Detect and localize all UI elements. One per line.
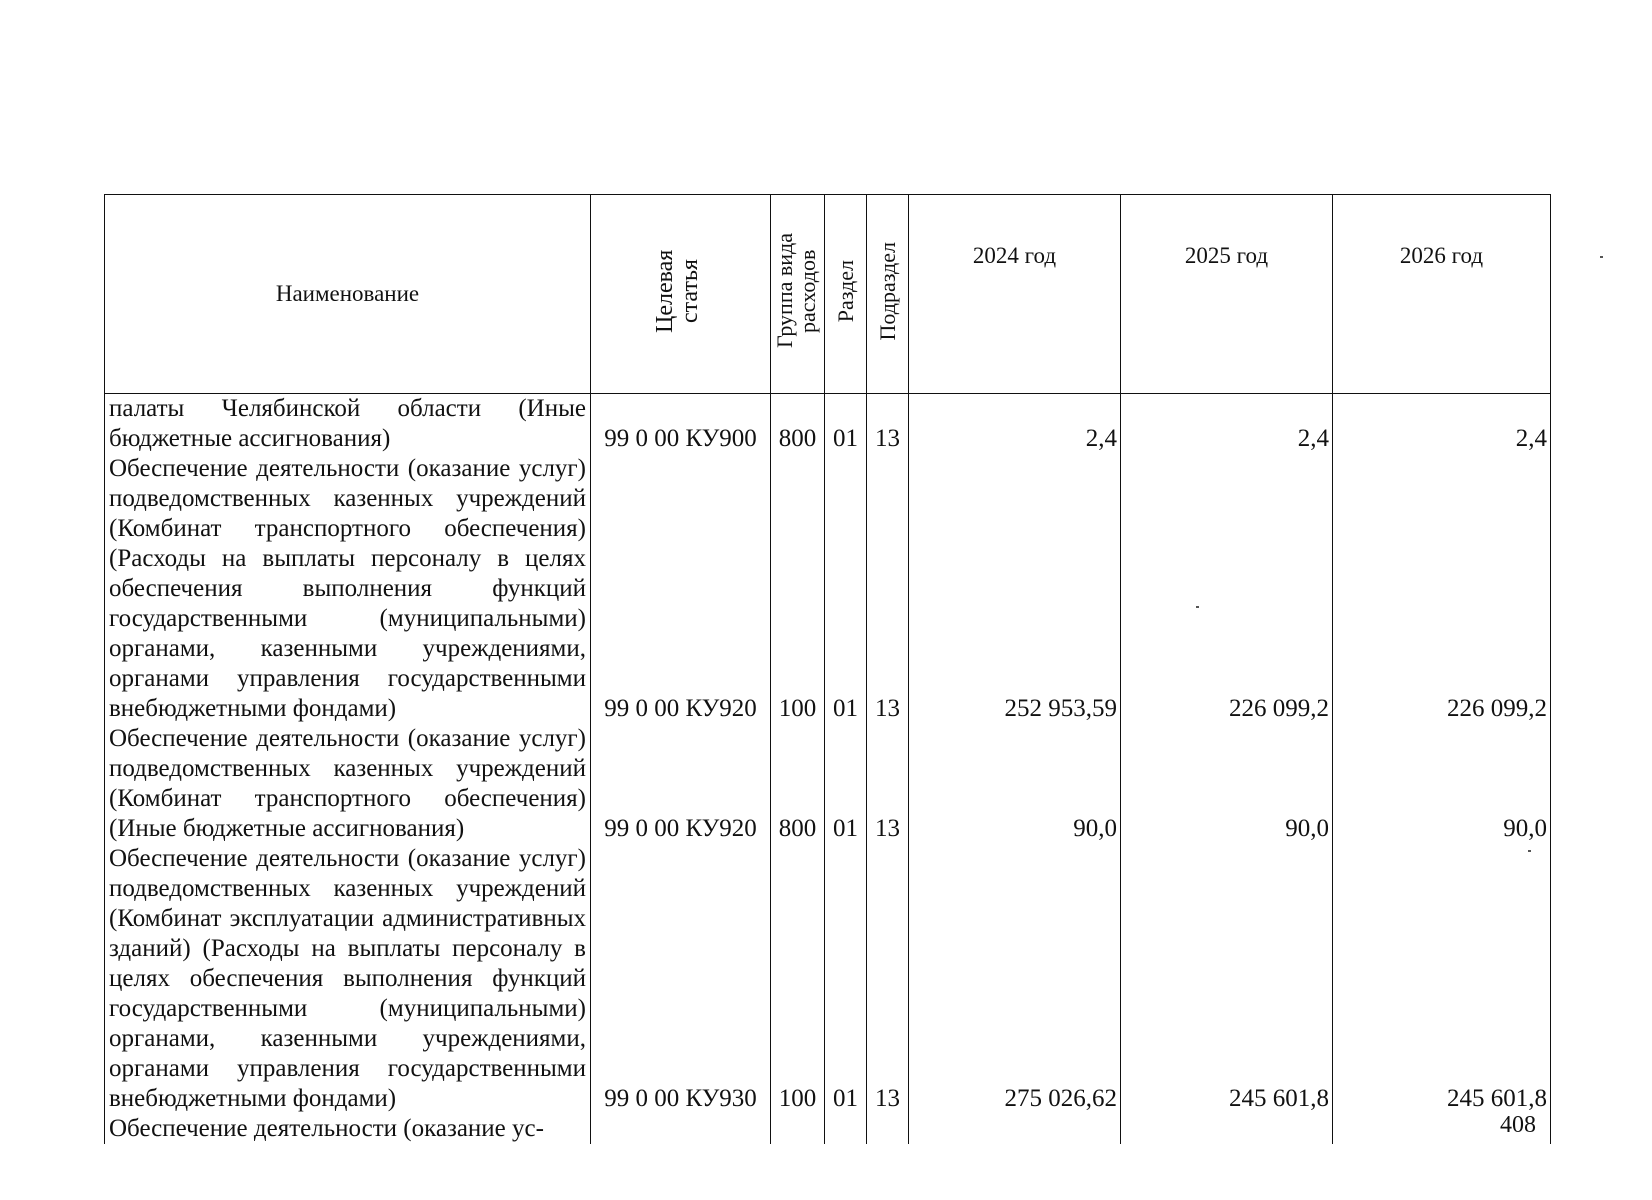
row-subsection: 13 — [867, 454, 909, 724]
row-name: Обеспечение деятельности (оказание услуг) подведомственных казенных учреждений (Комбинат транспортного обеспечения) (Иные бюджетные ассигнования) — [105, 724, 591, 844]
header-section: Раздел — [825, 195, 867, 394]
row-name: палаты Челябинской области (Иные бюджетные ассигнования) — [105, 394, 591, 455]
row-subsection — [867, 1114, 909, 1144]
header-name: Наименование — [105, 195, 591, 394]
row-subsection: 13 — [867, 844, 909, 1114]
table-row — [105, 394, 1551, 455]
row-target-article: 99 0 00 КУ920 — [591, 724, 771, 844]
scan-speck — [1528, 850, 1531, 852]
row-value-2026: 2,4 — [1333, 394, 1551, 455]
row-name: Обеспечение деятельности (оказание услуг) подведомственных казенных учреждений (Комбинат транспортного обеспечения) (Расходы на выплаты персоналу в целях обеспечения выполнения функций государственными (муниципальными) органами, казенными учреждениями, органами управления государственными внебюджетными фондами) — [105, 454, 591, 724]
row-value-2024: 252 953,59 — [909, 454, 1121, 724]
table-row — [105, 724, 1551, 844]
row-expense-group — [771, 1114, 825, 1144]
header-subsection: Подраздел — [867, 195, 909, 394]
header-2026: 2026 год — [1333, 195, 1551, 394]
row-value-2026: 90,0 — [1333, 724, 1551, 844]
scan-speck — [1600, 256, 1603, 258]
row-value-2025: 2,4 — [1121, 394, 1333, 455]
row-section: 01 — [825, 454, 867, 724]
row-name: Обеспечение деятельности (оказание услуг) подведомственных казенных учреждений (Комбинат эксплуатации административных зданий) (Расходы на выплаты персоналу в целях обеспечения выполнения функций государственными (муниципальными) органами, казенными учреждениями, органами управления государственными внебюджетными фондами) — [105, 844, 591, 1114]
row-section: 01 — [825, 394, 867, 455]
header-row — [105, 195, 1551, 394]
header-target-article: Целевая статья — [591, 195, 771, 394]
row-expense-group: 800 — [771, 394, 825, 455]
row-expense-group: 800 — [771, 724, 825, 844]
scan-speck — [1196, 606, 1199, 608]
budget-table — [104, 194, 1551, 1144]
table-row — [105, 1114, 1551, 1144]
header-2025: 2025 год — [1121, 195, 1333, 394]
row-value-2026: 226 099,2 — [1333, 454, 1551, 724]
header-2024: 2024 год — [909, 195, 1121, 394]
row-target-article: 99 0 00 КУ900 — [591, 394, 771, 455]
row-target-article: 99 0 00 КУ930 — [591, 844, 771, 1114]
row-section: 01 — [825, 844, 867, 1114]
row-value-2024 — [909, 1114, 1121, 1144]
row-value-2024: 90,0 — [909, 724, 1121, 844]
row-subsection: 13 — [867, 394, 909, 455]
row-section — [825, 1114, 867, 1144]
page-number: 408 — [1500, 1112, 1536, 1138]
row-value-2026: 245 601,8 — [1333, 844, 1551, 1114]
header-expense-group: Группа вида расходов — [771, 195, 825, 394]
table-row — [105, 454, 1551, 724]
row-value-2025: 90,0 — [1121, 724, 1333, 844]
row-value-2024: 275 026,62 — [909, 844, 1121, 1114]
row-expense-group: 100 — [771, 454, 825, 724]
row-subsection: 13 — [867, 724, 909, 844]
row-value-2025 — [1121, 1114, 1333, 1144]
row-value-2025: 245 601,8 — [1121, 844, 1333, 1114]
row-section: 01 — [825, 724, 867, 844]
row-target-article: 99 0 00 КУ920 — [591, 454, 771, 724]
table-row — [105, 844, 1551, 1114]
row-value-2024: 2,4 — [909, 394, 1121, 455]
row-value-2025: 226 099,2 — [1121, 454, 1333, 724]
row-target-article — [591, 1114, 771, 1144]
row-name: Обеспечение деятельности (оказание ус- — [105, 1114, 591, 1144]
row-expense-group: 100 — [771, 844, 825, 1114]
